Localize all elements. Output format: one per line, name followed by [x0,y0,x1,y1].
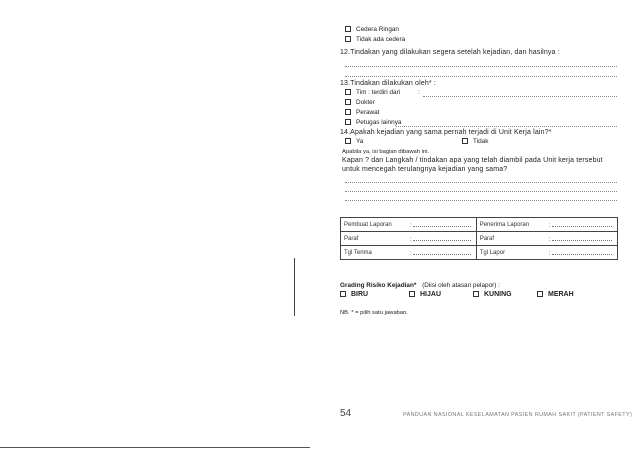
question-12: 12.Tindakan yang dilakukan segera setelah kejadian, dan hasilnya : [340,49,560,56]
checkbox-icon[interactable] [345,26,351,32]
checkbox-icon[interactable] [462,138,468,144]
table-row [341,232,618,246]
grading-option-merah[interactable]: MERAH [537,291,574,299]
option-ya[interactable]: Ya [345,138,363,146]
option-tim[interactable]: Tim : terdiri dari [345,89,400,97]
answer-line[interactable] [345,191,617,192]
table-row [341,218,618,232]
checkbox-icon[interactable] [345,89,351,95]
label-penerima-laporan: Penerima Laporan [476,218,545,232]
option-tidak-ada-cedera[interactable]: Tidak ada cedera [345,36,405,44]
page-number: 54 [340,408,352,419]
other-staff-line[interactable] [396,126,617,127]
instruction-note: Apabila ya, isi bagian dibawah ini. [342,149,430,155]
grading-option-biru[interactable]: BIRU [340,291,368,299]
followup-question: Kapan ? dan Langkah / tindakan apa yang telah diambil pada Unit kerja tersebut [342,157,603,164]
page-bottom-edge [0,447,310,448]
checkbox-icon[interactable] [537,291,543,297]
table-row [341,246,618,260]
grading-title: Grading Risiko Kejadian* [340,282,417,289]
label-tgl-lapor: Tgl Lapor [476,246,545,260]
label-tgl-terima: Tgl Terima [341,246,407,260]
option-cedera-ringan[interactable]: Cedera Ringan [345,26,399,34]
checkbox-icon[interactable] [473,291,479,297]
option-perawat[interactable]: Perawat [345,109,379,117]
question-13: 13.Tindakan dilakukan oleh* : [340,80,436,87]
answer-line[interactable] [345,66,617,67]
checkbox-icon[interactable] [409,291,415,297]
signature-table [340,217,618,260]
answer-line[interactable] [345,182,617,183]
grading-heading [340,282,500,290]
footer-title: PANDUAN NASIONAL KESELAMATAN PASIEN RUMAH SAKIT (PATIENT SAFETY) [403,412,633,418]
label-paraf-left: Paraf [341,232,407,246]
option-dokter[interactable]: Dokter [345,99,375,107]
field-paraf-right[interactable]: : [545,232,617,246]
grading-subtitle: (Diisi oleh atasan pelapor) : [422,282,500,289]
checkbox-icon[interactable] [345,138,351,144]
option-tidak[interactable]: Tidak [462,138,488,146]
label-pembuat-laporan: Pembuat Laporan [341,218,407,232]
checkbox-icon[interactable] [345,109,351,115]
field-paraf-left[interactable]: : [407,232,476,246]
grading-option-kuning[interactable]: KUNING [473,291,512,299]
label-paraf-right: Paraf [476,232,545,246]
grading-option-hijau[interactable]: HIJAU [409,291,441,299]
followup-question-cont: untuk mencegah terulangnya kejadian yang sama? [342,166,508,173]
checkbox-icon[interactable] [345,99,351,105]
checkbox-icon[interactable] [345,119,351,125]
field-tgl-terima[interactable]: : [407,246,476,260]
question-14: 14.Apakah kejadian yang sama pernah terjadi di Unit Kerja lain?* [340,129,552,136]
answer-line[interactable] [345,76,617,77]
footnote: NB. * = pilih satu jawaban. [340,310,408,316]
colon: : [418,89,420,96]
answer-line[interactable] [345,200,617,201]
field-pembuat-laporan[interactable]: : [407,218,476,232]
field-tgl-lapor[interactable]: : [545,246,617,260]
checkbox-icon[interactable] [345,36,351,42]
page-gutter-line [294,258,295,316]
option-petugas-lainnya[interactable]: Petugas lainnya [345,119,401,127]
checkbox-icon[interactable] [340,291,346,297]
team-line[interactable] [423,96,617,97]
field-penerima-laporan[interactable]: : [545,218,617,232]
